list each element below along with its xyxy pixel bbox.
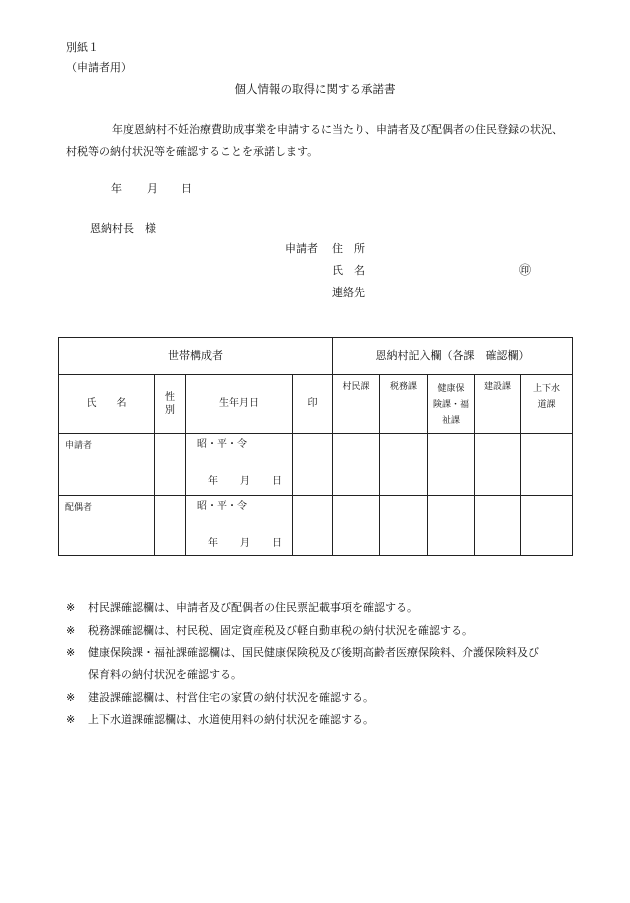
spouse-health-check[interactable] — [428, 496, 475, 556]
body-text-line-2: 村税等の納付状況等を確認することを承諾します。 — [66, 145, 319, 158]
dept-tax-header: 税務課 — [380, 375, 428, 434]
village-confirmation-header: 恩納村記入欄（各課 確認欄） — [333, 338, 573, 375]
note-mark: ※ — [66, 713, 76, 726]
date-day[interactable]: 日 — [181, 182, 192, 195]
birth-month: 月 — [240, 538, 250, 549]
dept-resident-header: 村民課 — [333, 375, 380, 434]
note-1 — [66, 602, 418, 613]
applicant-water-check[interactable] — [521, 434, 573, 496]
column-sex-header — [155, 375, 186, 434]
column-name-header: 氏 名 — [59, 375, 155, 434]
birth-year: 年 — [208, 538, 218, 549]
spouse-tax-check[interactable] — [380, 496, 428, 556]
birth-day: 日 — [272, 476, 282, 487]
birth-year: 年 — [208, 476, 218, 487]
dept-health-line-3: 祉課 — [441, 416, 460, 427]
applicant-copy-label: （申請者用） — [66, 61, 132, 74]
note-2 — [66, 625, 473, 636]
note-mark: ※ — [66, 691, 76, 704]
birth-month: 月 — [240, 476, 250, 487]
note-2-text: 税務課確認欄は、村民税、固定資産税及び軽自動車税の納付状況を確認する。 — [88, 624, 473, 637]
seal-icon: ㊞ — [519, 263, 532, 277]
applicant-label: 申請者 — [285, 242, 318, 255]
date-year[interactable]: 年 — [111, 182, 122, 195]
note-mark: ※ — [66, 601, 76, 614]
address-label[interactable]: 住 所 — [332, 242, 365, 255]
row-applicant-label: 申請者 — [59, 434, 155, 496]
applicant-seal-cell[interactable] — [293, 434, 333, 496]
spouse-sex-cell[interactable] — [155, 496, 186, 556]
document-title: 個人情報の取得に関する承諾書 — [234, 82, 396, 96]
note-1-text: 村民課確認欄は、申請者及び配偶者の住民票記載事項を確認する。 — [88, 601, 418, 614]
household-confirmation-table — [58, 337, 573, 556]
column-sex-char-2: 別 — [165, 405, 175, 416]
spouse-resident-check[interactable] — [333, 496, 380, 556]
dept-health-line-1: 健康保 — [437, 384, 465, 394]
column-seal-header: 印 — [293, 375, 333, 434]
dept-water-line-1: 上下水 — [532, 384, 560, 394]
applicant-birthdate-cell[interactable] — [186, 434, 293, 496]
dept-health-welfare-header — [428, 375, 475, 434]
dept-construction-header: 建設課 — [475, 375, 521, 434]
attachment-number: 別紙１ — [66, 41, 99, 54]
spouse-birthdate-cell[interactable] — [186, 496, 293, 556]
spouse-seal-cell[interactable] — [293, 496, 333, 556]
spouse-water-check[interactable] — [521, 496, 573, 556]
row-spouse-label: 配偶者 — [59, 496, 155, 556]
table-row — [59, 434, 573, 496]
note-3 — [66, 647, 539, 658]
era-options[interactable]: 昭・平・令 — [197, 501, 247, 512]
name-label[interactable]: 氏 名 — [332, 264, 365, 277]
note-5-text: 上下水道課確認欄は、水道使用料の納付状況を確認する。 — [88, 713, 374, 726]
column-sex-char-1: 性 — [165, 391, 175, 403]
table-row — [59, 496, 573, 556]
body-text-line-1: 年度恩納村不妊治療費助成事業を申請するに当たり、申請者及び配偶者の住民登録の状況、 — [112, 123, 563, 136]
note-3-continued: 保育料の納付状況を確認する。 — [88, 668, 242, 681]
household-members-header: 世帯構成者 — [59, 338, 333, 375]
dept-water-header — [521, 375, 573, 434]
birth-day: 日 — [272, 538, 282, 549]
addressee: 恩納村長 様 — [90, 222, 156, 235]
date-month[interactable]: 月 — [147, 182, 158, 195]
applicant-health-check[interactable] — [428, 434, 475, 496]
applicant-sex-cell[interactable] — [155, 434, 186, 496]
note-4-text: 建設課確認欄は、村営住宅の家賃の納付状況を確認する。 — [88, 691, 374, 704]
note-3-text: 健康保険課・福祉課確認欄は、国民健康保険税及び後期高齢者医療保険料、介護保険料及び — [88, 646, 539, 659]
spouse-construction-check[interactable] — [475, 496, 521, 556]
applicant-construction-check[interactable] — [475, 434, 521, 496]
column-birthdate-header: 生年月日 — [186, 375, 293, 434]
contact-label[interactable]: 連絡先 — [332, 286, 365, 299]
note-mark: ※ — [66, 646, 76, 659]
dept-water-line-2: 道課 — [537, 400, 556, 411]
applicant-tax-check[interactable] — [380, 434, 428, 496]
era-options[interactable]: 昭・平・令 — [197, 439, 247, 450]
note-5 — [66, 714, 374, 725]
note-mark: ※ — [66, 624, 76, 637]
note-4 — [66, 692, 374, 703]
dept-health-line-2: 険課・福 — [432, 400, 469, 411]
applicant-resident-check[interactable] — [333, 434, 380, 496]
